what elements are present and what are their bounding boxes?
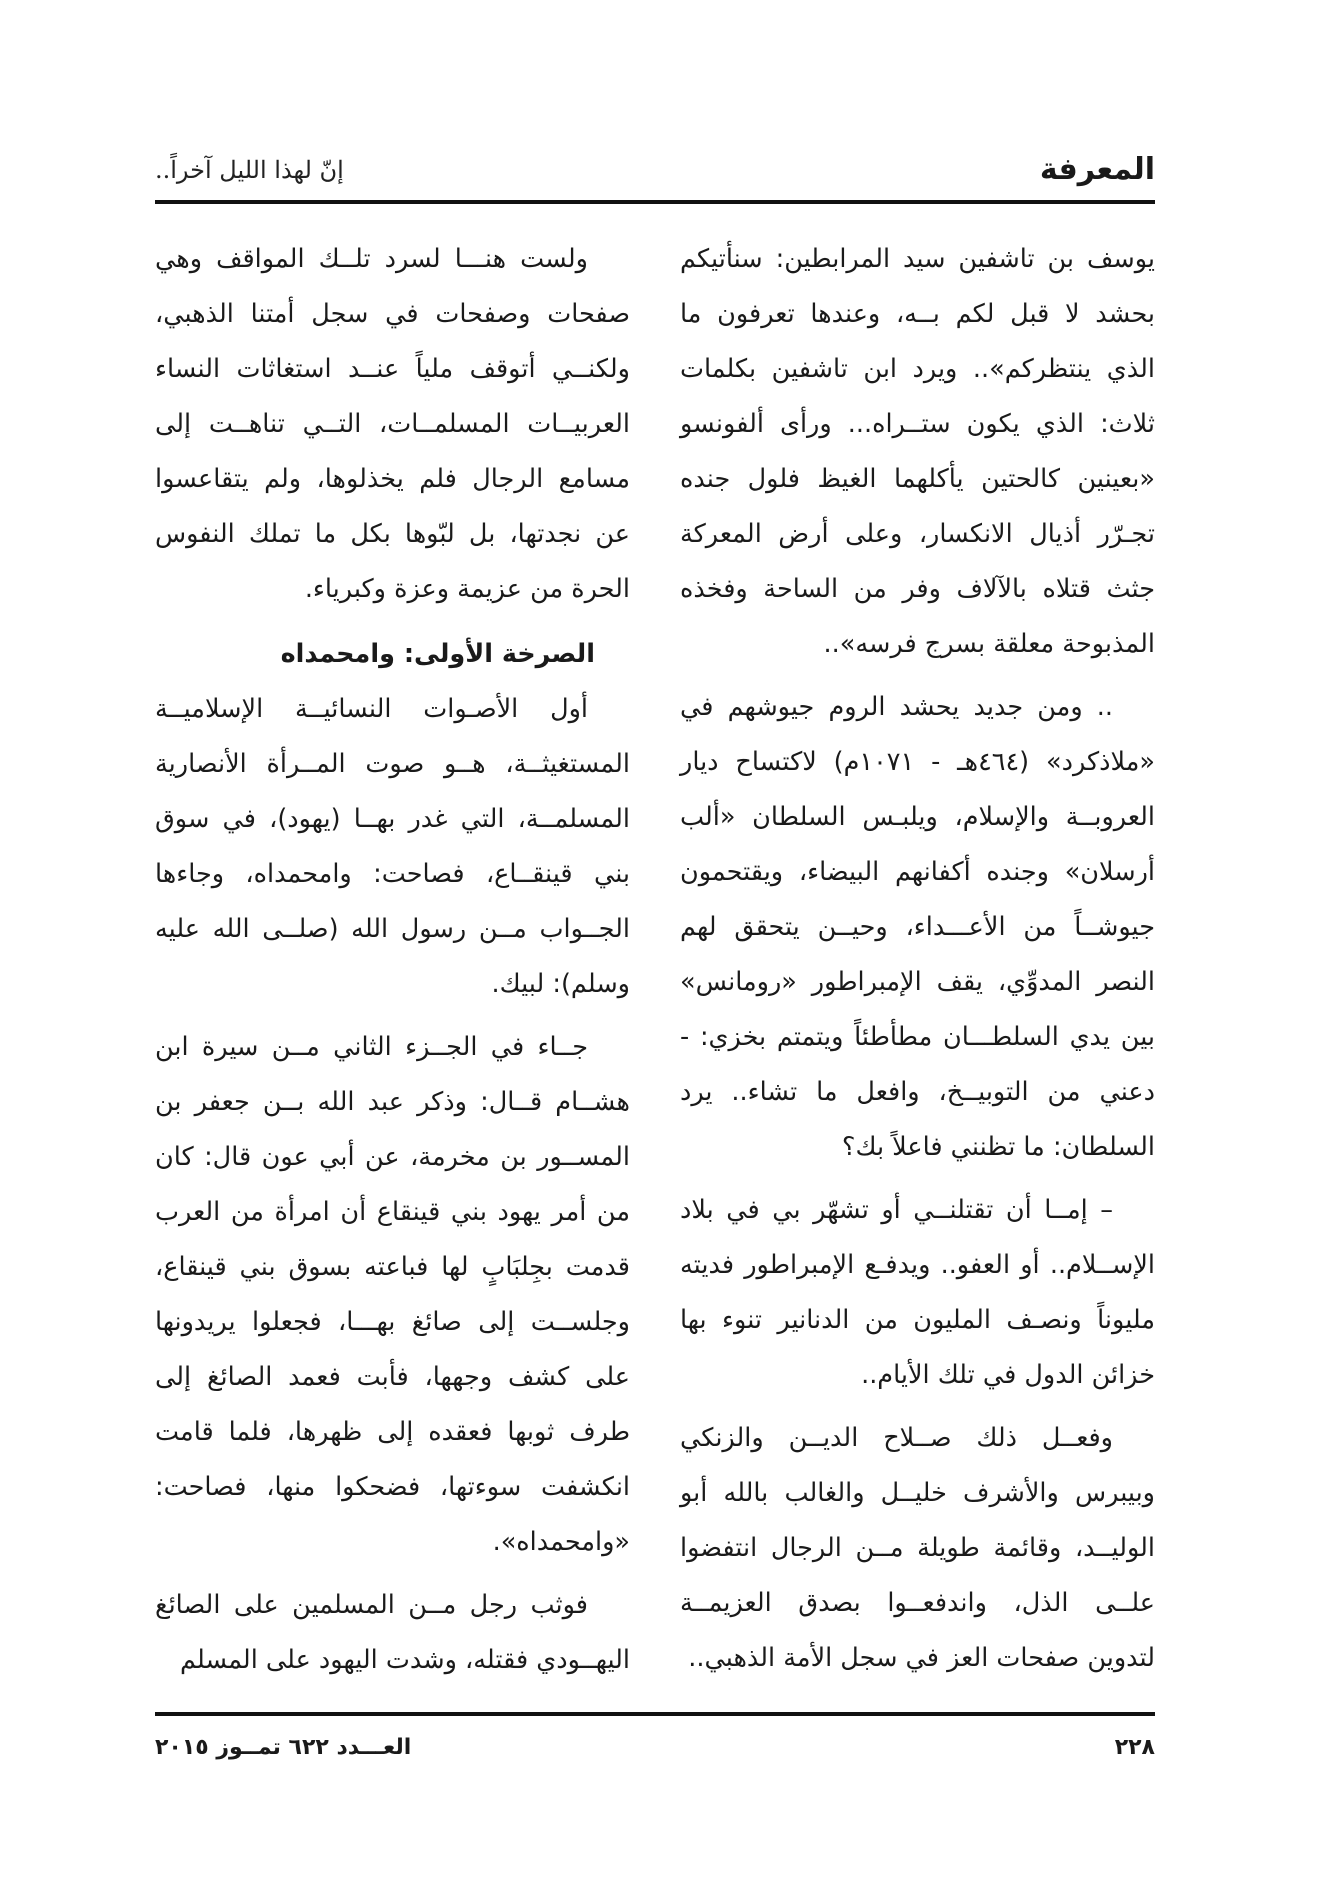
right-column: [680, 232, 1155, 1694]
paragraph: يوسف بن تاشفين سيد المرابطين: سنأتيكم بحشد لا قبل لكم بــه، وعندها تعرفون ما الذي ينتظركم».. ويرد ابن تاشفين بكلمات ثلاث: الذي يكون ستــراه... ورأى ألفونسو «بعينين كالحتين يأكلهما الغيظ فلول جنده تجـرّر أذيال الانكسار، وعلى أرض المعركة جثث قتلاه بالآلاف وفر من الساحة وفخذه المذبوحة معلقة بسرج فرسه»..: [680, 244, 1155, 659]
running-title: إنّ لهذا الليل آخراً..: [155, 156, 344, 184]
page-number: ٢٢٨: [1114, 1735, 1155, 1760]
paragraph: فوثب رجل مــن المسلمين على الصائغ اليهــودي فقتله، وشدت اليهود على المسلم: [155, 1590, 630, 1675]
section-heading: الصرخة الأولى: وامحمداه: [280, 639, 595, 669]
paragraph: جــاء في الجــزء الثاني مــن سيرة ابن هشــام قــال: وذكر عبد الله بــن جعفر بن المســور بن مخرمة، عن أبي عون قال: كان من أمر يهود بني قينقاع أن امرأة من العرب قدمت بجِلبَابٍ لها فباعته بسوق بني قينقاع، وجلســت إلى صائغ بهـــا، فجعلوا يريدونها على كشف وجهها، فأبت فعمد الصائغ إلى طرف ثوبها فعقده إلى ظهرها، فلما قامت انكشفت سوءتها، فضحكوا منها، فصاحت: «وامحمداه».: [155, 1032, 630, 1557]
magazine-logo: المعرفة: [1039, 152, 1155, 187]
footer-rule: [155, 1712, 1155, 1716]
page-header: [155, 148, 1155, 196]
paragraph: ولست هنـــا لسرد تلــك المواقف وهي صفحات وصفحات في سجل أمتنا الذهبي، ولكنــي أتوقف ملياً عنــد استغاثات النساء العربيــات المسلمــات، التــي تناهــت إلى مسامع الرجال فلم يخذلوها، ولم يتقاعسوا عن نجدتها، بل لبّوها بكل ما تملك النفوس الحرة من عزيمة وعزة وكبرياء.: [155, 244, 630, 604]
issue-info: العـــدد ٦٢٢ تمــوز ٢٠١٥: [155, 1735, 412, 1760]
paragraph: .. ومن جديد يحشد الروم جيوشهم في «ملاذكرد» (٤٦٤هـ - ١٠٧١م) لاكتساح ديار العروبــة والإسلام، ويلبـس السلطان «ألب أرسلان» وجنده أكفانهم البيضاء، ويقتحمون جيوشــاً من الأعـــداء، وحيــن يتحقق لهم النصر المدوِّي، يقف الإمبراطور «رومانس» بين يدي السلطـــان مطأطئاً ويتمتم بخزي: - دعني من التوبيــخ، وافعل ما تشاء.. يرد السلطان: ما تظنني فاعلاً بك؟: [680, 692, 1155, 1162]
paragraph: – إمــا أن تقتلنــي أو تشهّر بي في بلاد الإســلام.. أو العفو.. ويدفـع الإمبراطور فديته مليوناً ونصـف المليون من الدنانير تنوء بها خزائن الدول في تلك الأيام..: [680, 1195, 1155, 1390]
paragraph: وفعــل ذلك صــلاح الديــن والزنكي وبيبرس والأشرف خليــل والغالب بالله أبو الوليــد، وقائمة طويلة مــن الرجال انتفضوا علــى الذل، واندفعــوا بصدق العزيمــة لتدوين صفحات العز في سجل الأمة الذهبي..: [680, 1423, 1155, 1673]
left-column: [155, 232, 630, 1696]
page-footer: [155, 1735, 1155, 1775]
paragraph: أول الأصـوات النسائيــة الإسلاميــة المستغيثــة، هــو صوت المــرأة الأنصارية المسلمــة، التي غدر بهــا (يهود)، في سوق بني قينقــاع، فصاحت: وامحمداه، وجاءها الجــواب مــن رسول الله (صلــى الله عليه وسلم): لبيك.: [155, 694, 630, 999]
header-rule: [155, 200, 1155, 204]
